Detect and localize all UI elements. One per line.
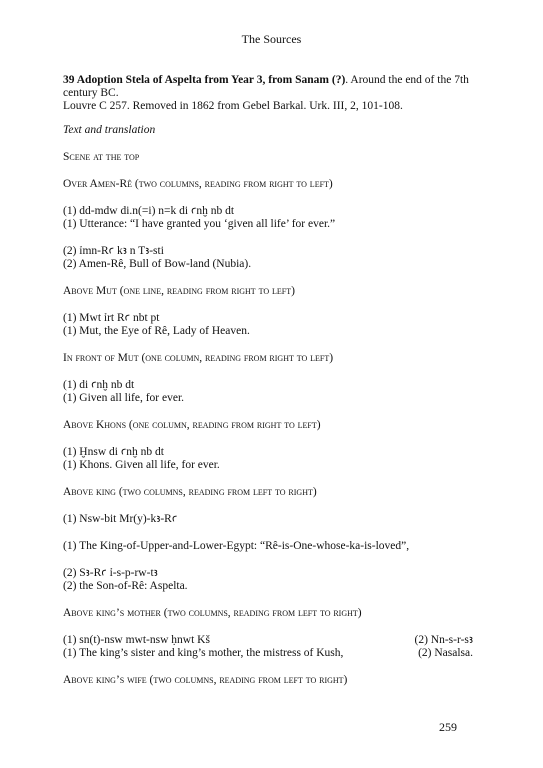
text-group-amen-2 (63, 245, 473, 271)
transliteration-line: (1) Nsw-bit Mr(y)-kꜣ-Rꜥ (63, 513, 178, 525)
page-number: 259 (439, 720, 457, 734)
translation-line: (1) Mut, the Eye of Rê, Lady of Heaven. (63, 325, 250, 337)
entry-title (63, 74, 473, 113)
text-group-mother (63, 634, 473, 660)
transliteration-line: (2) Sꜣ-Rꜥ ỉ-s-p-rw-tꜣ (63, 567, 158, 579)
text-group-king-2 (63, 567, 473, 593)
transliteration-row (63, 634, 473, 647)
text-group-king-t1 (63, 513, 473, 526)
text-group-mut (63, 312, 473, 338)
section-heading-mother: Above king’s mother (two columns, reading from left to right) (63, 607, 362, 619)
translation-left: (1) The king’s sister and king’s mother, the mistress of Kush, (63, 647, 344, 659)
section-heading-wife: Above king’s wife (two columns, reading from left to right) (63, 674, 348, 686)
translation-line: (1) The King-of-Upper-and-Lower-Egypt: “Rê-is-One-whose-ka-is-loved”, (63, 540, 410, 552)
transliteration-line: (1) Ḫnsw di ꜥnḫ nb dt (63, 446, 164, 458)
translation-line: (2) Amen-Rê, Bull of Bow-land (Nubia). (63, 258, 252, 270)
page-body (63, 74, 473, 701)
translation-line: (2) the Son-of-Rê: Aspelta. (63, 580, 188, 592)
translation-line: (1) Given all life, for ever. (63, 392, 185, 404)
section-heading-king: Above king (two columns, reading from left to right) (63, 486, 317, 498)
section-heading-mut-front: In front of Mut (one column, reading from right to left) (63, 352, 334, 364)
transliteration-line: (1) di ꜥnḫ nb dt (63, 379, 135, 391)
running-header: The Sources (241, 32, 302, 46)
scene-heading: Scene at the top (63, 151, 140, 163)
entry-reference: Louvre C 257. Removed in 1862 from Gebel Barkal. Urk. III, 2, 101-108. (63, 100, 403, 112)
text-group-king-r1 (63, 540, 473, 553)
transliteration-right: (2) Nn-s-r-sꜣ (414, 634, 473, 646)
entry-title-bold: 39 Adoption Stela of Aspelta from Year 3, from Sanam (?) (63, 74, 346, 86)
transliteration-line: (2) ỉmn-Rꜥ kꜣ n Tꜣ-sti (63, 245, 164, 257)
text-group-mut-front (63, 379, 473, 405)
translation-right: (2) Nasalsa. (418, 647, 473, 659)
transliteration-line: (1) dd-mdw di.n(=i) n=k di ꜥnḫ nb dt (63, 205, 235, 217)
transliteration-left: (1) sn(t)-nsw mwt-nsw ḥnwt Kš (63, 634, 210, 646)
translation-line: (1) Khons. Given all life, for ever. (63, 459, 220, 471)
entry-title-rest: . Around the end of the 7th century BC. (63, 74, 469, 99)
text-group-khons (63, 446, 473, 472)
text-group-amen-1 (63, 205, 473, 231)
translation-line: (1) Utterance: “I have granted you ‘given all life’ for ever.” (63, 218, 336, 230)
section-heading-khons: Above Khons (one column, reading from right to left) (63, 419, 321, 431)
section-heading-amen: Over Amen-Rê (two columns, reading from right to left) (63, 178, 333, 190)
section-heading-mut: Above Mut (one line, reading from right to left) (63, 285, 295, 297)
translation-row (63, 647, 473, 660)
text-translation-subheading: Text and translation (63, 124, 156, 136)
transliteration-line: (1) Mwt ỉrt Rꜥ nbt pt (63, 312, 160, 324)
